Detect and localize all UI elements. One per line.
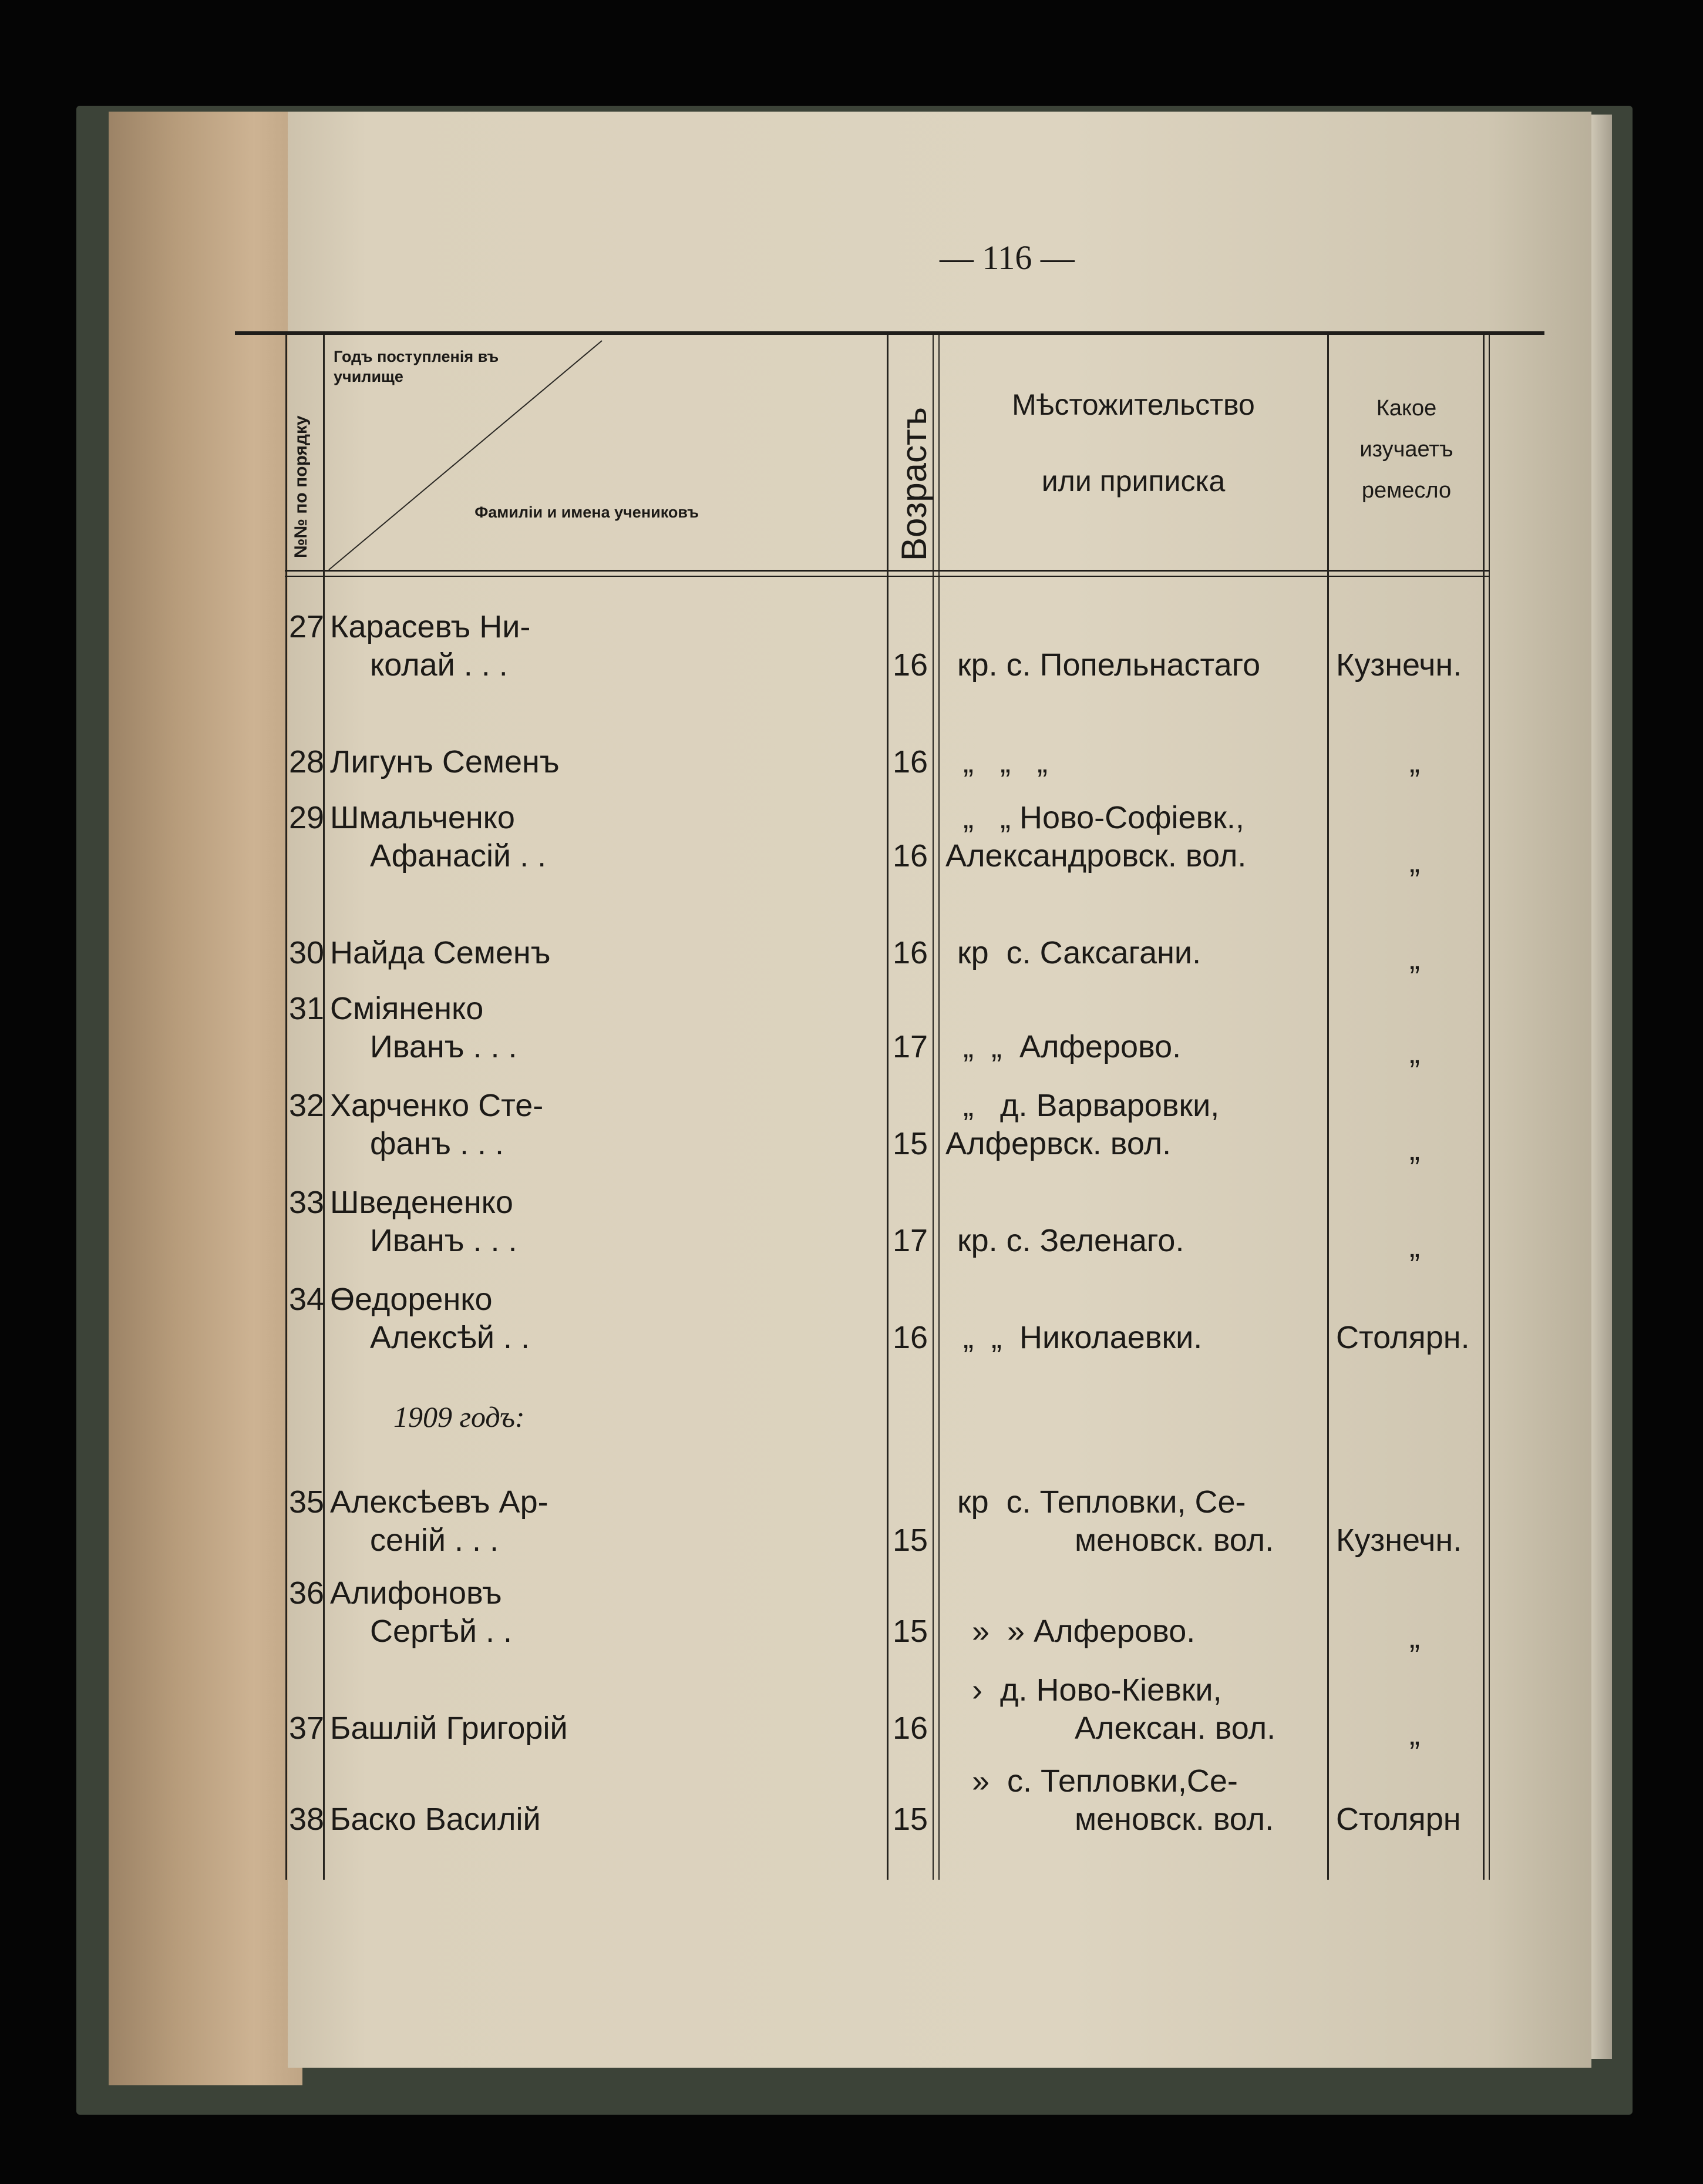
row-num: 31 (289, 991, 325, 1026)
row-trade: „ (1409, 1132, 1420, 1167)
row-name: фанъ . . . (370, 1126, 504, 1161)
row-residence: „ д. Варваровки, (963, 1088, 1220, 1123)
row-age: 17 (893, 1223, 928, 1258)
row-age: 16 (893, 838, 928, 873)
row-name: Найда Семенъ (330, 935, 551, 970)
col-line (1483, 335, 1485, 1880)
row-residence: » с. Тепловки,Се- (972, 1763, 1238, 1799)
col-line (933, 335, 934, 1880)
row-trade: „ (1409, 1035, 1420, 1070)
header-trade-3: ремесло (1361, 478, 1452, 503)
row-residence: Александровск. вол. (945, 838, 1247, 873)
row-name: Сергѣй . . (370, 1614, 513, 1649)
book-page (288, 112, 1591, 2068)
header-diagonal (323, 335, 888, 573)
page-edges (109, 112, 302, 2085)
header-trade-1: Какое (1376, 396, 1437, 421)
row-residence: Алфервск. вол. (945, 1126, 1172, 1161)
row-name: Афанасій . . (370, 838, 547, 873)
row-age: 16 (893, 1320, 928, 1355)
row-name: Өедоренко (330, 1282, 493, 1317)
row-num: 29 (289, 800, 325, 835)
row-residence: „ „ Ново-Софіевк., (963, 800, 1244, 835)
header-trade (1330, 388, 1483, 511)
row-name: Алексѣй . . (370, 1320, 530, 1355)
row-age: 15 (893, 1802, 928, 1837)
row-trade: Столярн. (1336, 1320, 1470, 1355)
header-num: №№ по порядку (291, 415, 311, 558)
row-trade: Кузнечн. (1336, 647, 1462, 683)
page-number: — 116 — (940, 238, 1075, 277)
row-residence: „ „ Алферово. (963, 1029, 1182, 1064)
row-name: Алексѣевъ Ар- (330, 1484, 548, 1520)
row-num: 33 (289, 1185, 325, 1220)
row-residence: „ „ Николаевки. (963, 1320, 1203, 1355)
header-residence-1: Мѣстожительство (1012, 388, 1255, 421)
row-trade: „ (1409, 744, 1420, 779)
col-line (1489, 335, 1490, 1880)
row-num: 35 (289, 1484, 325, 1520)
row-age: 15 (893, 1523, 928, 1558)
header-year: Годъ поступленія въ училище (334, 348, 499, 385)
row-trade: Кузнечн. (1336, 1523, 1462, 1558)
row-residence: › д. Ново-Кіевки, (972, 1672, 1222, 1708)
row-name: Иванъ . . . (370, 1029, 517, 1064)
row-trade: „ (1409, 941, 1420, 976)
row-name: Шведененко (330, 1185, 513, 1220)
row-name: Лигунъ Семенъ (330, 744, 560, 779)
row-age: 17 (893, 1029, 928, 1064)
row-residence: » » Алферово. (972, 1614, 1196, 1649)
row-trade: „ (1409, 1229, 1420, 1264)
row-residence: „ „ „ (963, 744, 1048, 779)
row-trade: „ (1409, 1716, 1420, 1752)
row-num: 37 (289, 1711, 325, 1746)
col-line (938, 335, 940, 1880)
row-name: Башлій Григорій (330, 1711, 568, 1746)
row-num: 27 (289, 609, 325, 644)
row-name: колай . . . (370, 647, 508, 683)
col-line (285, 335, 287, 1880)
row-age: 16 (893, 744, 928, 779)
row-name: Баско Василій (330, 1802, 541, 1837)
row-num: 34 (289, 1282, 325, 1317)
row-name: Харченко Сте- (330, 1088, 544, 1123)
row-trade: Столярн (1336, 1802, 1461, 1837)
row-residence: кр. с. Зеленаго. (957, 1223, 1184, 1258)
header-residence-2: или приписка (1041, 465, 1226, 498)
row-residence: кр с. Тепловки, Се- (957, 1484, 1246, 1520)
row-name: Иванъ . . . (370, 1223, 517, 1258)
row-num: 38 (289, 1802, 325, 1837)
row-age: 15 (893, 1614, 928, 1649)
row-trade: „ (1409, 844, 1420, 879)
row-name: сеній . . . (370, 1523, 499, 1558)
row-age: 16 (893, 647, 928, 683)
row-num: 30 (289, 935, 325, 970)
header-age: Возрастъ (894, 407, 934, 561)
row-num: 28 (289, 744, 325, 779)
header-trade-2: изучаетъ (1359, 437, 1453, 462)
row-residence: Алексан. вол. (1075, 1711, 1276, 1746)
row-num: 32 (289, 1088, 325, 1123)
header-names: Фамиліи и имена учениковъ (474, 503, 699, 521)
row-age: 16 (893, 935, 928, 970)
year-marker: 1909 годъ: (393, 1400, 525, 1433)
row-name: Шмальченко (330, 800, 515, 835)
row-age: 15 (893, 1126, 928, 1161)
row-residence: меновск. вол. (1075, 1802, 1274, 1837)
row-residence: кр с. Саксагани. (957, 935, 1201, 970)
row-name: Алифоновъ (330, 1575, 502, 1611)
row-name: Сміяненко (330, 991, 484, 1026)
row-name: Карасевъ Ни- (330, 609, 531, 644)
col-line (1327, 335, 1329, 1880)
row-trade: „ (1409, 1619, 1420, 1655)
row-num: 36 (289, 1575, 325, 1611)
row-residence: кр. с. Попельнастаго (957, 647, 1261, 683)
row-residence: меновск. вол. (1075, 1523, 1274, 1558)
row-age: 16 (893, 1711, 928, 1746)
